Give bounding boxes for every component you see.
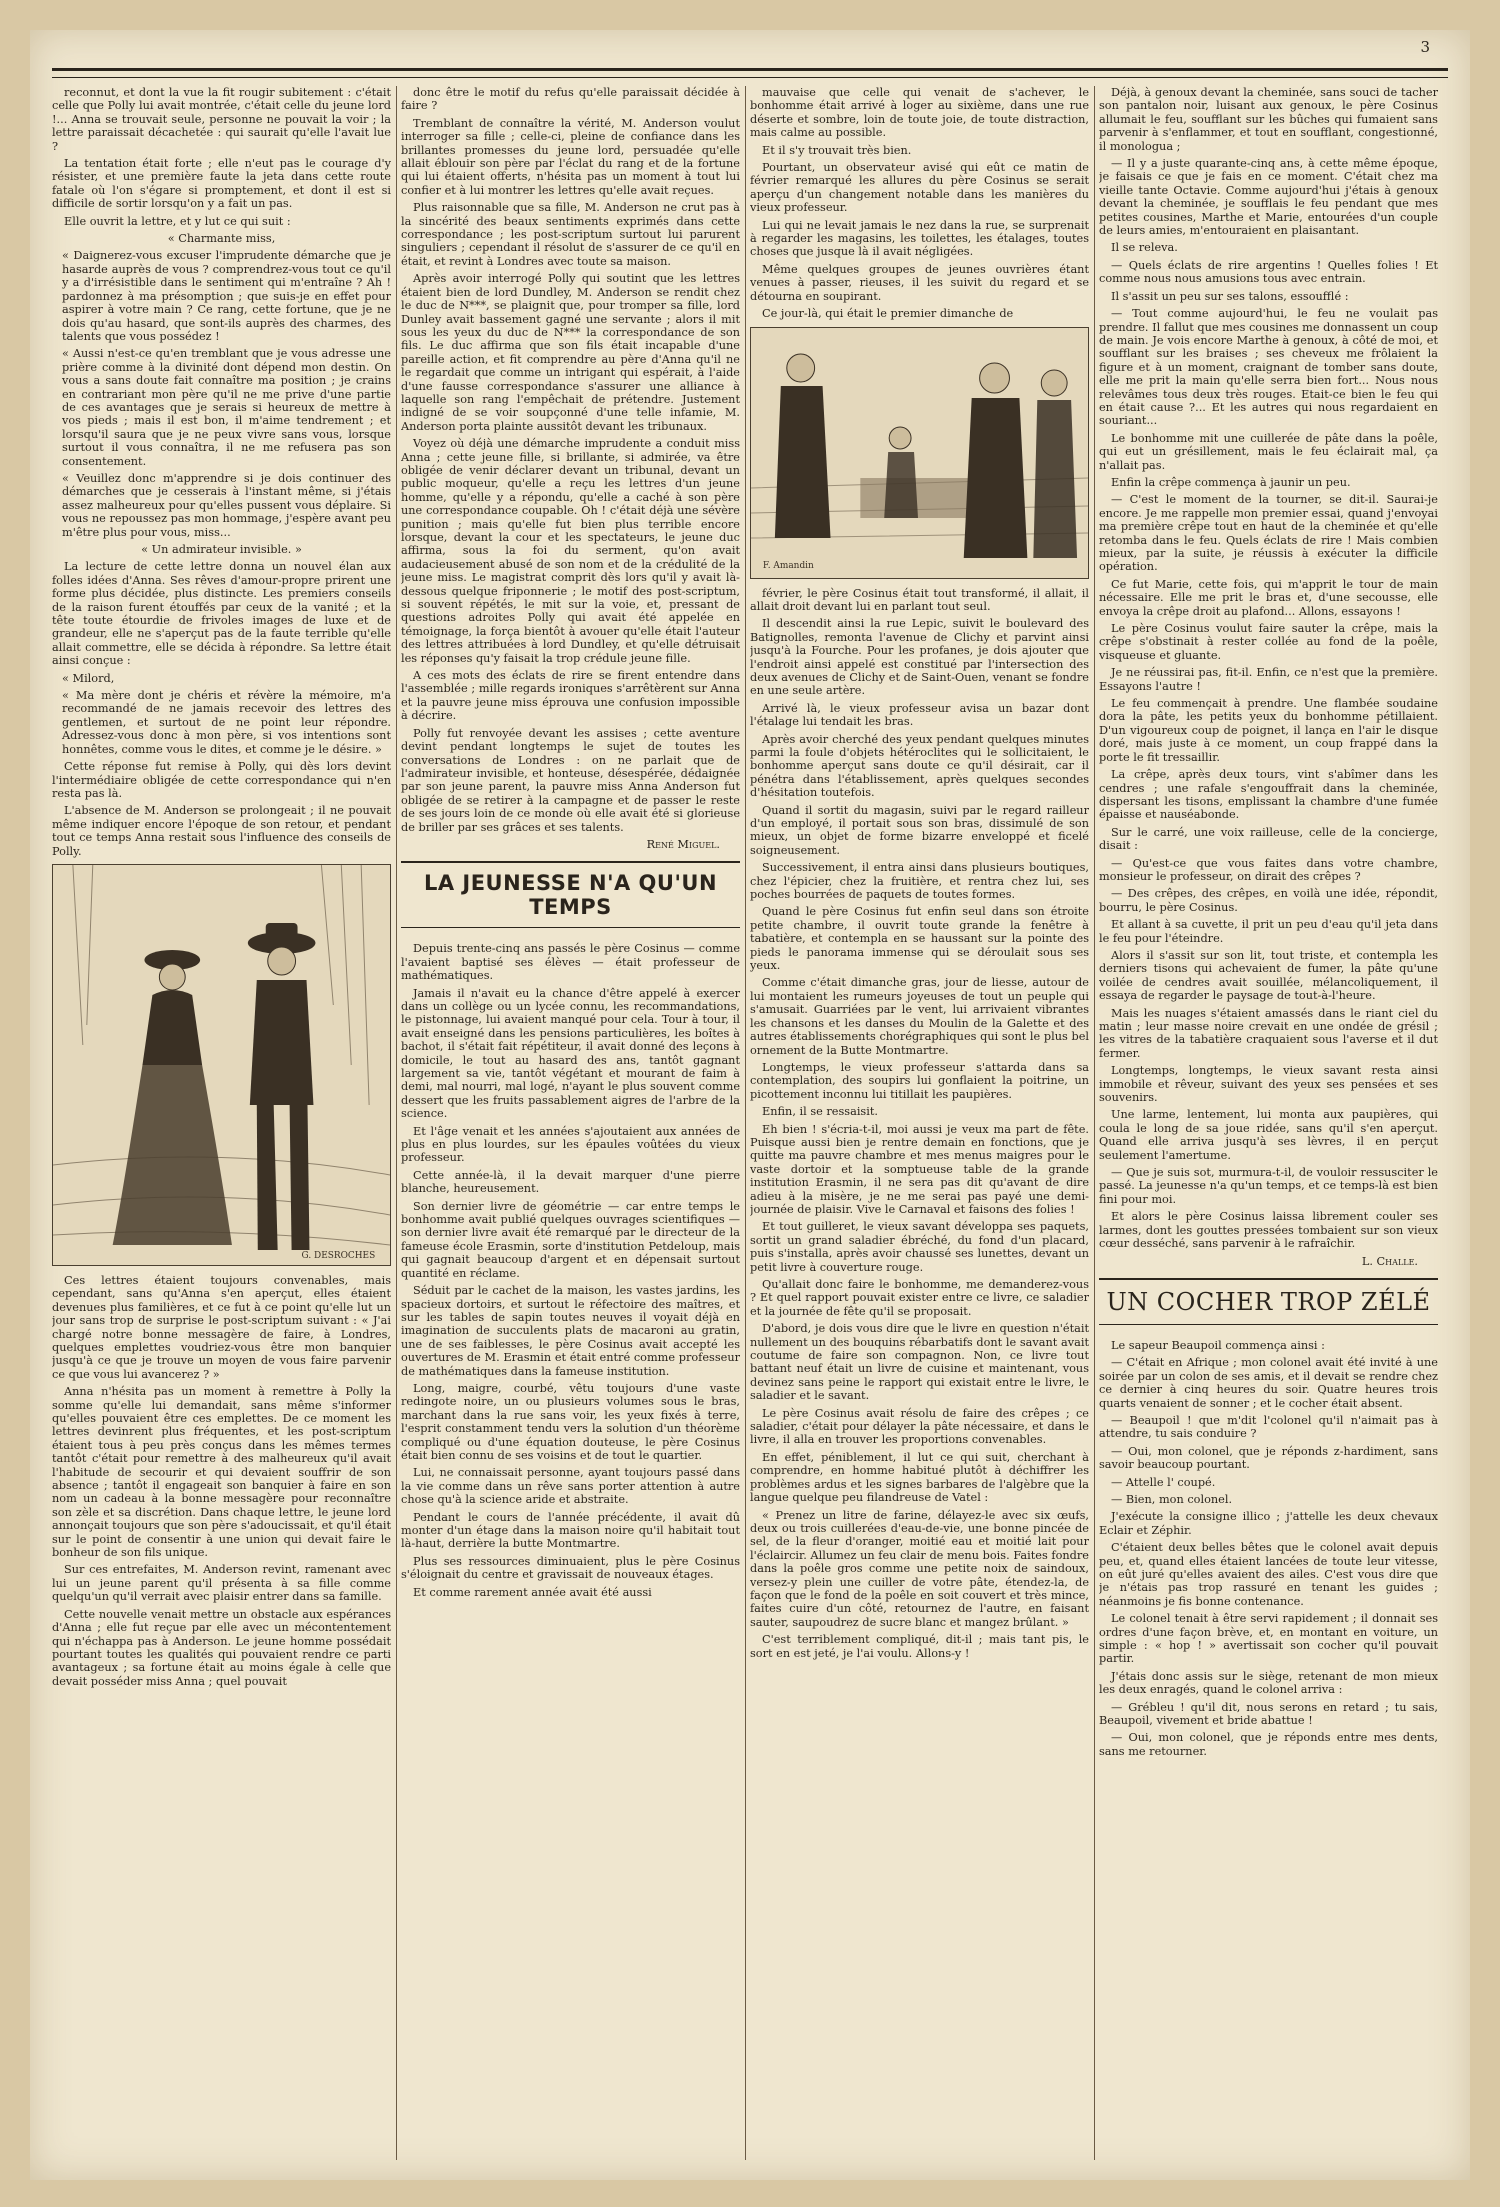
reply-paragraph: « Ma mère dont je chéris et révère la mémoire, m'a recommandé de ne jamais recevoir des lettres des gentlemen, et surtout de ne point leur répondre. Adressez-vous donc à mon père, si vos intentions sont honnêtes, comme vous le dites, et comme je le désire. » [62, 689, 391, 756]
paragraph: Enfin, il se ressaisit. [762, 1105, 878, 1119]
paragraph: Voyez où déjà une démarche imprudente a conduit miss Anna ; cette jeune fille, si brillante, si admirée, va être obligée de venir déclarer devant un tribunal, devant un public moqueur, qu'elle a reçu les lettres d'un jeune homme, qu'elle y a répondu, qu'elle a caché à son père une correspondance coupable. Oh ! c'était déjà une sévère punition ; mais qu'elle fut bien plus terrible encore lorsque, devant la cour et les spectateurs, le jeune duc affirma, sous la foi du serment, qu'on avait audacieusement abusé de son nom et de la crédulité de la jeune miss. Le magistrat comprit dès lors qu'il y avait là-dessous quelque friponnerie ; le motif des post-scriptum, si souvent répétés, le mit sur la voie, et, pressant de questions adroites Polly qui avait été appelée en témoignage, la força bientôt à avouer qu'elle était l'auteur des lettres attribuées à lord Dundley, et qu'elle détruisait les réponses qu'y faisait la trop crédule jeune fille. [401, 437, 740, 665]
paragraph: — Il y a juste quarante-cinq ans, à cette même époque, je faisais ce que je fais en ce moment. C'était chez ma vieille tante Octavie. Comme aujourd'hui j'étais à genoux devant la cheminée, je soufflais le feu pendant que mes petites cousines, Marthe et Marie, entourées d'un couple de leurs amies, m'entouraient en plaisantant. [1099, 157, 1438, 238]
paragraph: Le feu commençait à prendre. Une flambée soudaine dora la pâte, les petits yeux du bonhomme pétillaient. D'un vigoureux coup de poignet, il lança en l'air le disque doré, mais juste à ce moment, un coup frappé dans la porte le fit tressaillir. [1099, 697, 1438, 764]
paragraph: — Beaupoil ! que m'dit l'colonel qu'il n'aimait pas à attendre, tu sais conduire ? [1099, 1413, 1438, 1441]
paragraph: mauvaise que celle qui venait de s'achever, le bonhomme était arrivé à loger au sixième, dans une rue déserte et sombre, loin de toute joie, de toute distraction, mais calme au possible. [750, 86, 1089, 140]
paragraph: — Que je suis sot, murmura-t-il, de vouloir ressusciter le passé. La jeunesse n'a qu'un temps, et ce temps-là est bien fini pour moi. [1099, 1166, 1438, 1206]
paragraph: Il s'assit un peu sur ses talons, essoufflé : [1111, 289, 1349, 303]
paragraph: Ce jour-là, qui était le premier dimanche de [762, 307, 1014, 321]
paragraph: La lecture de cette lettre donna un nouvel élan aux folles idées d'Anna. Ses rêves d'amour-propre prirent une forme plus décidée, plus distincte. Les premiers conseils de la raison furent étouffés par ceux de la vanité ; et la tête toute étourdie de frivoles images de luxe et de grandeur, elle ne s'aperçut pas de la faute terrible qu'elle allait commettre, elle se décida à répondre. Sa lettre était ainsi conçue : [52, 560, 391, 668]
paragraph: La crêpe, après deux tours, vint s'abîmer dans les cendres ; une rafale s'engouffrait dans la cheminée, dispersant les tisons, emplissant la chambre d'une fumée épaisse et nauséabonde. [1099, 768, 1438, 822]
paragraph: Quand il sortit du magasin, suivi par le regard railleur d'un employé, il portait sous son bras, dissimulé de son mieux, un objet de forme bizarre enveloppé et ficelé soigneusement. [750, 803, 1089, 857]
paragraph: Le père Cosinus voulut faire sauter la crêpe, mais la crêpe s'obstinait à rester collée au fond de la poêle, visqueuse et gluante. [1099, 622, 1438, 662]
paragraph: Plus raisonnable que sa fille, M. Anderson ne crut pas à la sincérité des beaux sentiments exprimés dans cette correspondance ; les post-scriptum surtout lui parurent singuliers ; cependant il résolut de s'assurer de ce qu'il en était, et revint à Londres avec toute sa maison. [401, 201, 740, 268]
paragraph: Anna n'hésita pas un moment à remettre à Polly la somme qu'elle lui demandait, sans même s'informer qu'elles pouvaient être ces emplettes. De ce moment les lettres devinrent plus fréquentes, et les post-scriptum étaient tous à peu près conçus dans les mêmes termes tantôt c'était pour remettre à des malheureux qu'il avait l'habitude de secourir et qui devaient souffrir de son absence ; tantôt il engageait son banquier à faire en son nom un cadeau à la bonne messagère pour reconnaître son zèle et sa discrétion. Dans chaque lettre, le jeune lord annonçait toujours que son père s'adoucissait, et qu'il était sur le point de consentir à une union qui devait faire le bonheur de son fils unique. [52, 1385, 391, 1560]
paragraph: — Oui, mon colonel, que je réponds entre mes dents, sans me retourner. [1099, 1731, 1438, 1758]
paragraph: Je ne réussirai pas, fit-il. Enfin, ce n'est que la première. Essayons l'autre ! [1099, 666, 1438, 693]
paragraph: J'étais donc assis sur le siège, retenant de mon mieux les deux enragés, quand le colonel arriva : [1099, 1669, 1438, 1697]
page-number: 3 [1420, 38, 1430, 56]
paragraph: février, le père Cosinus était tout transformé, il allait, il allait droit devant lui en parlant tout seul. [750, 586, 1089, 613]
paragraph: Sur le carré, une voix railleuse, celle de la concierge, disait : [1099, 825, 1438, 853]
paragraph: Cette année-là, il la devait marquer d'une pierre blanche, heureusement. [401, 1168, 740, 1196]
paragraph: — Oui, mon colonel, que je réponds z-hardiment, sans savoir beaucoup pourtant. [1099, 1444, 1438, 1472]
paragraph: — Grébleu ! qu'il dit, nous serons en retard ; tu sais, Beaupoil, vivement et bride abattue ! [1099, 1700, 1438, 1728]
paragraph: Cette réponse fut remise à Polly, qui dès lors devint l'intermédiaire obligée de cette correspondance qui n'en resta pas là. [52, 760, 391, 800]
illustration-signature: F. Amandin [762, 560, 814, 571]
paragraph: Même quelques groupes de jeunes ouvrières étant venues à passer, rieuses, il les suivit du regard et se détourna en soupirant. [750, 262, 1089, 303]
paragraph: Arrivé là, le vieux professeur avisa un bazar dont l'étalage lui tendait les bras. [750, 701, 1089, 729]
letter-signature: « Un admirateur invisible. » [141, 543, 302, 556]
paragraph: — C'était en Afrique ; mon colonel avait été invité à une soirée par un colon de ses amis, et il devait se rendre chez ce dernier à cinq heures du soir. Quatre heures trois quarts venaient de sonner ; et le cocher était absent. [1099, 1356, 1438, 1410]
paragraph: Et il s'y trouvait très bien. [762, 143, 912, 157]
letter-paragraph: « Daignerez-vous excuser l'imprudente démarche que je hasarde auprès de vous ? comprendrez-vous tout ce qu'il y a d'irrésistible dans le sentiment qui m'entraîne ? Ah ! pardonnez à ma présomption ; que suis-je en effet pour aspirer à votre main ? Ce rang, cette fortune, que je ne dois qu'au hasard, que sont-ils auprès des charmes, des talents que vous possédez ! [62, 249, 391, 343]
paragraph: Son dernier livre de géométrie — car entre temps le bonhomme avait publié quelques ouvrages scientifiques — son dernier livre avait été remarqué par le directeur de la fameuse école Erasmin, sorte d'institution Petdeloup, mais qui gagnait beaucoup d'argent et en dépensait surtout quantité en réclame. [401, 1199, 740, 1280]
paragraph: Elle ouvrit la lettre, et y lut ce qui suit : [64, 214, 291, 228]
paragraph: En effet, péniblement, il lut ce qui suit, cherchant à comprendre, en homme habitué plutôt à déchiffrer les problèmes ardus et les signes barbares de l'algèbre que la langue quelque peu filandreuse de Vatel : [750, 1450, 1089, 1505]
columns [52, 86, 1448, 2160]
paragraph: Le sapeur Beaupoil commença ainsi : [1111, 1338, 1325, 1352]
illustration-professor [750, 327, 1089, 579]
paragraph: C'est terriblement compliqué, dit-il ; mais tant pis, le sort en est jeté, je l'ai voulu. Allons-y ! [750, 1633, 1089, 1660]
paragraph: J'exécute la consigne illico ; j'attelle les deux chevaux Eclair et Zéphir. [1099, 1510, 1438, 1537]
paragraph: Lui, ne connaissait personne, ayant toujours passé dans la vie comme dans un rêve sans porter attention à autre chose qu'à la science aride et abstraite. [401, 1466, 740, 1507]
column-4 [1099, 86, 1438, 2160]
paragraph: — Attelle l' coupé. [1111, 1475, 1216, 1489]
paragraph: Enfin la crêpe commença à jaunir un peu. [1111, 475, 1351, 489]
paragraph: Quand le père Cosinus fut enfin seul dans son étroite petite chambre, il ouvrit toute grande la fenêtre à tabatière, et contempla en se haussant sur la pointe des pieds le panorama immense qui se déroulait sous ses yeux. [750, 905, 1089, 973]
paragraph: Jamais il n'avait eu la chance d'être appelé à exercer dans un collège ou un lycée connu, les recommandations, le pistonnage, lui avaient manqué pour cela. Tour à tour, il avait enseigné dans les pensions particulières, les boîtes à bachot, il s'était fait répétiteur, il avait donné des leçons à domicile, le tout au hasard des ans, tantôt gagnant largement sa vie, tantôt végétant et mourant de faim à demi, mal nourri, mal logé, n'ayant le plus souvent comme dessert que les fruits passablement aigres de l'arbre de la science. [401, 986, 740, 1121]
paragraph: Pourtant, un observateur avisé qui eût ce matin de février remarqué les allures du père Cosinus se serait aperçu d'un changement notable dans les manières du vieux professeur. [750, 161, 1089, 215]
column-divider [396, 86, 397, 2160]
paragraph: D'abord, je dois vous dire que le livre en question n'était nullement un des bouquins rébarbatifs dont le savant avait coutume de faire son compagnon. Non, ce livre tout battant neuf était un livre de cuisine et maintenant, vous devinez sans peine le rapport qui existait entre le livre, le saladier et le savant. [750, 1322, 1089, 1403]
paragraph: Déjà, à genoux devant la cheminée, sans souci de tacher son pantalon noir, luisant aux genoux, le père Cosinus allumait le feu, soufflant sur les bûches qui fumaient sans parvenir à s'enflammer, et tout en soufflant, congestionné, il monologua ; [1099, 86, 1438, 153]
paragraph: Longtemps, le vieux professeur s'attarda dans sa contemplation, des soupirs lui gonflaient la poitrine, un picottement inconnu lui titillait les paupières. [750, 1060, 1089, 1101]
paragraph: Il descendit ainsi la rue Lepic, suivit le boulevard des Batignolles, remonta l'avenue de Clichy et parvint ainsi jusqu'à la Fourche. Pour les profanes, je dois ajouter que l'endroit ainsi appelé est constitué par l'intersection des deux avenues de Clichy et de Saint-Ouen, venant se fondre en une seule artère. [750, 617, 1089, 698]
letter-paragraph: « Veuillez donc m'apprendre si je dois continuer des démarches que je cesserais à l'instant même, si j'étais assez malheureux pour qu'elles pussent vous déplaire. Si vous ne repoussez pas mon hommage, j'espère avant peu m'être plus pour vous, miss... [62, 471, 391, 539]
paragraph: Longtemps, longtemps, le vieux savant resta ainsi immobile et rêveur, suivant des yeux ses pensées et ses souvenirs. [1099, 1064, 1438, 1105]
paragraph: Qu'allait donc faire le bonhomme, me demanderez-vous ? Et quel rapport pouvait exister entre ce livre, ce saladier et la journée de fête qu'il se proposait. [750, 1278, 1089, 1318]
story-signature: René Miguel. [646, 837, 720, 851]
paragraph: Comme c'était dimanche gras, jour de liesse, autour de lui montaient les rumeurs joyeuses de tout un peuple qui s'amusait. Guarriées par le vent, lui arrivaient vibrantes les chansons et les danses du Moulin de la Galette et des autres établissements chorégraphiques qui sont le plus bel ornement de la Butte Montmartre. [750, 976, 1089, 1057]
paragraph: Mais les nuages s'étaient amassés dans le riant ciel du matin ; leur masse noire crevait en une ondée de grésil ; les vitres de la tabatière craquaient sous l'averse et il dut fermer. [1099, 1006, 1438, 1060]
paragraph: Le bonhomme mit une cuillerée de pâte dans la poêle, qui eut un grésillement, mais le feu éclairait mal, ça n'allait pas. [1099, 431, 1438, 472]
paragraph: Après avoir interrogé Polly qui soutint que les lettres étaient bien de lord Dundley, M. Anderson se rendit chez le duc de N***, se plaignit que, pour tromper sa fille, lord Dunley avait bassement gagné une servante ; alors il mit sous les yeux du duc de N*** la correspondance de son fils. Le duc affirma que son fils était incapable d'une pareille action, et fit comprendre au père d'Anna qu'il ne le regardait que comme un intrigant qui espérait, à l'aide d'une fausse correspondance s'assurer une alliance à laquelle son rang l'empêchait de prétendre. Justement indigné de se voir soupçonné d'une telle infamie, M. Anderson porta plainte aussitôt devant les tribunaux. [401, 272, 740, 433]
paragraph: La tentation était forte ; elle n'eut pas le courage d'y résister, et une première faute la jeta dans cette route fatale où l'on s'égare si promptement, et dont il est si difficile de sortir lorsqu'on y a fait un pas. [52, 157, 391, 211]
paragraph: Pendant le cours de l'année précédente, il avait dû monter d'un étage dans la maison noire qu'il habitait tout là-haut, derrière la butte Montmartre. [401, 1510, 740, 1551]
paragraph: — Bien, mon colonel. [1111, 1492, 1233, 1506]
paragraph: « Prenez un litre de farine, délayez-le avec six œufs, deux ou trois cuillerées d'eau-de-vie, une bonne pincée de sel, de la fleur d'oranger, moitié eau et moitié lait pour l'éclaircir. Allumez un feu clair de menu bois. Faites fondre dans la poêle gros comme une petite noix de saindoux, versez-y plein une cuiller de votre pâte, étendez-la, de façon que le fond de la poêle en soit couvert et très mince, faites cuire d'un côté, retournez de l'autre, en faisant sauter, saupoudrez de sucre blanc et mangez brûlant. » [750, 1508, 1089, 1629]
paragraph: Cette nouvelle venait mettre un obstacle aux espérances d'Anna ; elle fut reçue par elle avec un mécontentement qui n'échappa pas à Anderson. Le jeune homme possédait pourtant toutes les qualités qui pouvaient rendre ce parti avantageux ; sa fortune était au moins égale à celle que devait posséder miss Anna ; quel pouvait [52, 1607, 391, 1688]
header-rule [52, 68, 1448, 78]
paragraph: Successivement, il entra ainsi dans plusieurs boutiques, chez l'épicier, chez la fruitière, et rentra chez lui, ses poches bourrées de paquets de toutes formes. [750, 861, 1089, 902]
paragraph: Ce fut Marie, cette fois, qui m'apprit le tour de main nécessaire. Elle me prit le bras et, d'une secousse, elle envoya la crêpe droit au plafond... Allons, essayons ! [1099, 577, 1438, 618]
column-divider [1094, 86, 1095, 2160]
paragraph: Et comme rarement année avait été aussi [413, 1585, 652, 1599]
article-signature: L. Challe. [1361, 1254, 1418, 1268]
paragraph: Séduit par le cachet de la maison, les vastes jardins, les spacieux dortoirs, et surtout le réfectoire des maîtres, et sur les tables de sapin toutes neuves il voyait déjà en imagination de succulents plats de macaroni au gratin, une de ses faiblesses, le père Cosinus avait accepté les ouvertures de M. Erasmin et était entré comme professeur de mathématiques dans la fameuse institution. [401, 1284, 740, 1378]
paragraph: — Qu'est-ce que vous faites dans votre chambre, monsieur le professeur, on dirait des crêpes ? [1099, 856, 1438, 883]
paragraph: Ces lettres étaient toujours convenables, mais cependant, sans qu'Anna s'en aperçut, elles étaient devenues plus familières, et ce fut à ce point qu'elle lut un jour sans trop de surprise le post-scriptum suivant : « J'ai chargé notre bonne messagère de faire, à Londres, quelques emplettes voudriez-vous être mon banquier jusqu'à ce que je trouve un moyen de vous faire parvenir ce que vous lui avancerez ? » [52, 1273, 391, 1381]
illustration-couple [52, 864, 391, 1266]
professor-engraving [751, 328, 1088, 578]
paragraph: Le père Cosinus avait résolu de faire des crêpes ; ce saladier, c'était pour délayer la pâte nécessaire, et dans le livre, il alla en trouver les proportions convenables. [750, 1406, 1089, 1447]
paragraph: — Quels éclats de rire argentins ! Quelles folies ! Et comme nous nous amusions tous avec entrain. [1099, 258, 1438, 286]
column-1 [52, 86, 391, 2160]
paragraph: Et alors le père Cosinus laissa librement couler ses larmes, dont les gouttes pressées tombaient sur son vieux cœur desséché, sans parvenir à le rafraîchir. [1099, 1210, 1438, 1251]
paragraph: Polly fut renvoyée devant les assises ; cette aventure devint pendant longtemps le sujet de toutes les conversations de Londres : on ne parlait que de l'admirateur invisible, et honteuse, désespérée, dédaignée par son jeune parent, la pauvre miss Anna Anderson fut obligée de se retirer à la campagne et de passer le reste de ses jours loin de ce monde où elle avait été si glorieuse de briller par ses grâces et ses talents. [401, 726, 740, 834]
column-2 [401, 86, 740, 2160]
paragraph: Long, maigre, courbé, vêtu toujours d'une vaste redingote noire, un ou plusieurs volumes sous le bras, marchant dans la rue sans voir, les yeux fixés à terre, l'esprit constamment tendu vers la solution d'un théorème compliqué ou d'une équation douteuse, le père Cosinus était bien connu de ses voisins et de tout le quartier. [401, 1381, 740, 1462]
couple-engraving [53, 865, 390, 1265]
newspaper-page [30, 30, 1470, 2180]
illustration-signature: G. DESROCHES [301, 1250, 376, 1261]
paragraph: Alors il s'assit sur son lit, tout triste, et contempla les derniers tisons qui achevaient de fumer, la pâte qu'une voilée de cendres avait souillée, mélancoliquement, il essaya de regarder le paysage de tout-à-l'heure. [1099, 948, 1438, 1003]
paragraph: Tremblant de connaître la vérité, M. Anderson voulut interroger sa fille ; celle-ci, pleine de confiance dans les brillantes promesses du jeune lord, persuadée qu'elle allait éblouir son père par l'éclat du rang et de la fortune qui lui étaient offerts, n'hésita pas un moment à tout lui confier et à lui montrer les lettres qu'elle avait reçues. [401, 116, 740, 197]
paragraph: Et tout guilleret, le vieux savant développa ses paquets, sortit un grand saladier ébréché, du fond d'un placard, puis s'installa, après avoir chaussé ses lunettes, devant un petit livre à couverture rouge. [750, 1220, 1089, 1274]
paragraph: Eh bien ! s'écria-t-il, moi aussi je veux ma part de fête. Puisque aussi bien je rentre demain en fonctions, que je quitte ma pauvre chambre et mes menus maigres pour le vaste dortoir et la somptueuse table de la grande institution Erasmin, il ne sera pas dit qu'avant de dire adieu à la misère, je ne me serai pas payé une demi-journée de plaisir. Vive le Carnaval et faisons des folies ! [750, 1122, 1089, 1216]
letter-paragraph: « Aussi n'est-ce qu'en tremblant que je vous adresse une prière comme à la divinité dont dépend mon destin. On vous a sans doute fait connaître ma position ; je crains en contrariant mon père qu'il ne me prive d'une partie de ces avantages que je serais si heureux de mettre à vos pieds ; mais il est bon, il m'aime tendrement ; et lorsqu'il saura que je ne peux vivre sans vous, lorsque surtout il vous connaîtra, il ne me refusera pas son consentement. [62, 347, 391, 468]
paragraph: donc être le motif du refus qu'elle paraissait décidée à faire ? [401, 86, 740, 113]
paragraph: — Tout comme aujourd'hui, le feu ne voulait pas prendre. Il fallut que mes cousines me donnassent un coup de main. Je vois encore Marthe à genoux, à côté de moi, et soufflant sur les braises ; ses cheveux me frôlaient la figure et à un moment, craignant de tomber sans doute, elle me prit la main qu'elle serra bien fort... Nous nous relevâmes tous deux très rouges. Etait-ce bien le feu qui en était cause ?... Et les autres qui nous regardaient en souriant... [1099, 307, 1438, 428]
article-heading: UN COCHER TROP ZÉLÉ [1099, 1278, 1438, 1325]
paragraph: Depuis trente-cinq ans passés le père Cosinus — comme l'avaient baptisé ses élèves — était professeur de mathématiques. [401, 942, 740, 983]
paragraph: — Des crêpes, des crêpes, en voilà une idée, répondit, bourru, le père Cosinus. [1099, 887, 1438, 914]
paragraph: A ces mots des éclats de rire se firent entendre dans l'assemblée ; mille regards ironiques s'arrêtèrent sur Anna et la pauvre jeune miss éprouva une confusion impossible à décrire. [401, 669, 740, 723]
paragraph: reconnut, et dont la vue la fit rougir subitement : c'était celle que Polly lui avait montrée, c'était celle du jeune lord !... Anna se trouvait seule, personne ne pouvait la voir ; la lettre paraissait décachetée : qui saurait qu'elle l'avait lue ? [52, 86, 391, 153]
paragraph: Plus ses ressources diminuaient, plus le père Cosinus s'éloignait du centre et gravissait de nouveaux étages. [401, 1554, 740, 1582]
paragraph: Sur ces entrefaites, M. Anderson revint, ramenant avec lui un jeune parent qu'il présenta à sa fille comme quelqu'un qu'il verrait avec plaisir entrer dans sa famille. [52, 1563, 391, 1604]
paragraph: Il se releva. [1111, 241, 1178, 255]
paragraph: Une larme, lentement, lui monta aux paupières, qui coula le long de sa joue ridée, sans qu'il s'en aperçut. Quand elle arriva jusqu'à ses lèvres, il en perçut seulement l'amertume. [1099, 1108, 1438, 1162]
paragraph: Lui qui ne levait jamais le nez dans la rue, se surprenait à regarder les magasins, les toilettes, les étalages, toutes choses que jusque là il avait négligées. [750, 218, 1089, 259]
paragraph: Et allant à sa cuvette, il prit un peu d'eau qu'il jeta dans le feu pour l'éteindre. [1099, 918, 1438, 945]
article-heading: LA JEUNESSE N'A QU'UN TEMPS [401, 861, 740, 928]
paragraph: C'étaient deux belles bêtes que le colonel avait depuis peu, et, quand elles étaient lancées de toute leur vitesse, on eût juré qu'elles avaient des ailes. C'est vous dire que je n'étais pas trop rassuré en tenant les guides ; néanmoins je fis bonne contenance. [1099, 1541, 1438, 1608]
column-divider [745, 86, 746, 2160]
paragraph: — C'est le moment de la tourner, se dit-il. Saurai-je encore. Je me rappelle mon premier essai, quand j'envoyai ma première crêpe tout en haut de la cheminée et qu'elle retomba dans le feu. Quels éclats de rire ! Mais combien mieux, par la suite, je réussis à exécuter la difficile opération. [1099, 493, 1438, 574]
reply-salutation: « Milord, [62, 671, 115, 685]
paragraph: L'absence de M. Anderson se prolongeait ; il ne pouvait même indiquer encore l'époque de son retour, et pendant tout ce temps Anna restait sous l'influence des conseils de Polly. [52, 804, 391, 858]
column-3 [750, 86, 1089, 2160]
paragraph: Le colonel tenait à être servi rapidement ; il donnait ses ordres d'une façon brève, et, en montant en voiture, un simple : « hop ! » avertissait son cocher qu'il pouvait partir. [1099, 1612, 1438, 1666]
paragraph: Après avoir cherché des yeux pendant quelques minutes parmi la foule d'objets hétéroclites qui le sollicitaient, le bonhomme aperçut sans doute ce qu'il désirait, car il pénétra dans l'établissement, après quelques secondes d'hésitation toutefois. [750, 732, 1089, 800]
paragraph: Et l'âge venait et les années s'ajoutaient aux années de plus en plus lourdes, sur les épaules voûtées du vieux professeur. [401, 1124, 740, 1165]
letter-salutation: « Charmante miss, [167, 232, 276, 246]
